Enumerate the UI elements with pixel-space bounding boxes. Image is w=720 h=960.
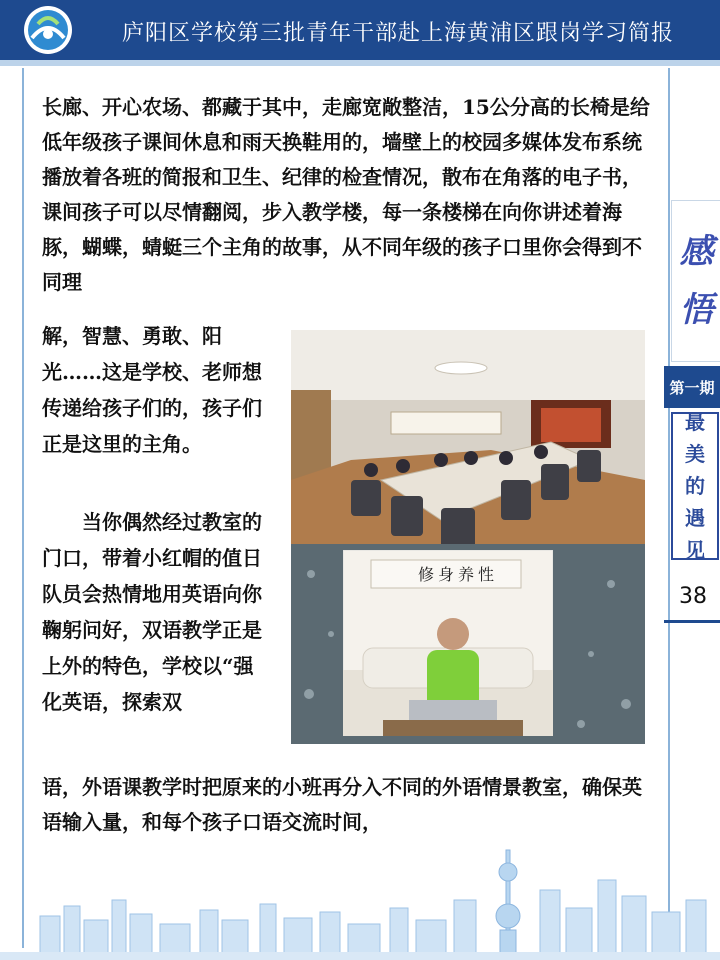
meeting-room-photo (291, 330, 645, 552)
paragraph-bilingual: 当你偶然经过教室的门口，带着小红帽的值日队员会热情地用英语向你鞠躬问好，双语教学正是上外的特色，学校以“强化英语，探索双 (42, 510, 262, 714)
theme-char-4: 遇 (685, 506, 705, 530)
header-stripe (0, 60, 720, 66)
paragraph-language-classes: 语，外语课教学时把原来的小班再分入不同的外语情景教室，确保英语输入量，和每个孩子口语交流时间， (42, 775, 642, 834)
page-number: 38 (679, 584, 707, 609)
theme-char-2: 美 (685, 442, 705, 466)
city-skyline-decoration (0, 820, 720, 960)
issue-theme-tab (671, 412, 719, 560)
paragraph-intro: 长廊、开心农场、都藏于其中，走廊宽敞整洁，15公分高的长椅是给低年级孩子课间休息和雨天换鞋用的，墙壁上的校园多媒体发布系统播放着各班的简报和卫生、纪律的检查情况，散布在角落的电子书，课间孩子可以尽情翻阅，步入教学楼，每一条楼梯在向你讲述着海豚，蝴蝶，蜻蜓三个主角的故事，从不同年级的孩子口里你会得到不同理 (42, 95, 650, 294)
tab-char-2: 悟 (679, 290, 714, 330)
header-bar (0, 0, 720, 60)
calligraphy-scroll-text: 修身养性 (417, 565, 498, 584)
theme-char-1: 最 (685, 410, 705, 434)
video-call-photo (291, 544, 645, 744)
issue-badge: 第一期 (664, 366, 720, 408)
newsletter-title: 庐阳区学校第三批青年干部赴上海黄浦区跟岗学习简报 (122, 21, 675, 46)
theme-char-3: 的 (685, 474, 705, 498)
school-logo-icon (22, 4, 74, 56)
theme-char-5: 见 (685, 538, 705, 562)
side-divider (668, 68, 670, 948)
tab-char-1: 感 (679, 232, 714, 272)
paragraph-intro-continued: 解，智慧、勇敢、阳光……这是学校、老师想传递给孩子们的，孩子们正是这里的主角。 (42, 324, 262, 456)
page-number-rule (664, 620, 720, 623)
section-tab-reflection (671, 200, 720, 362)
